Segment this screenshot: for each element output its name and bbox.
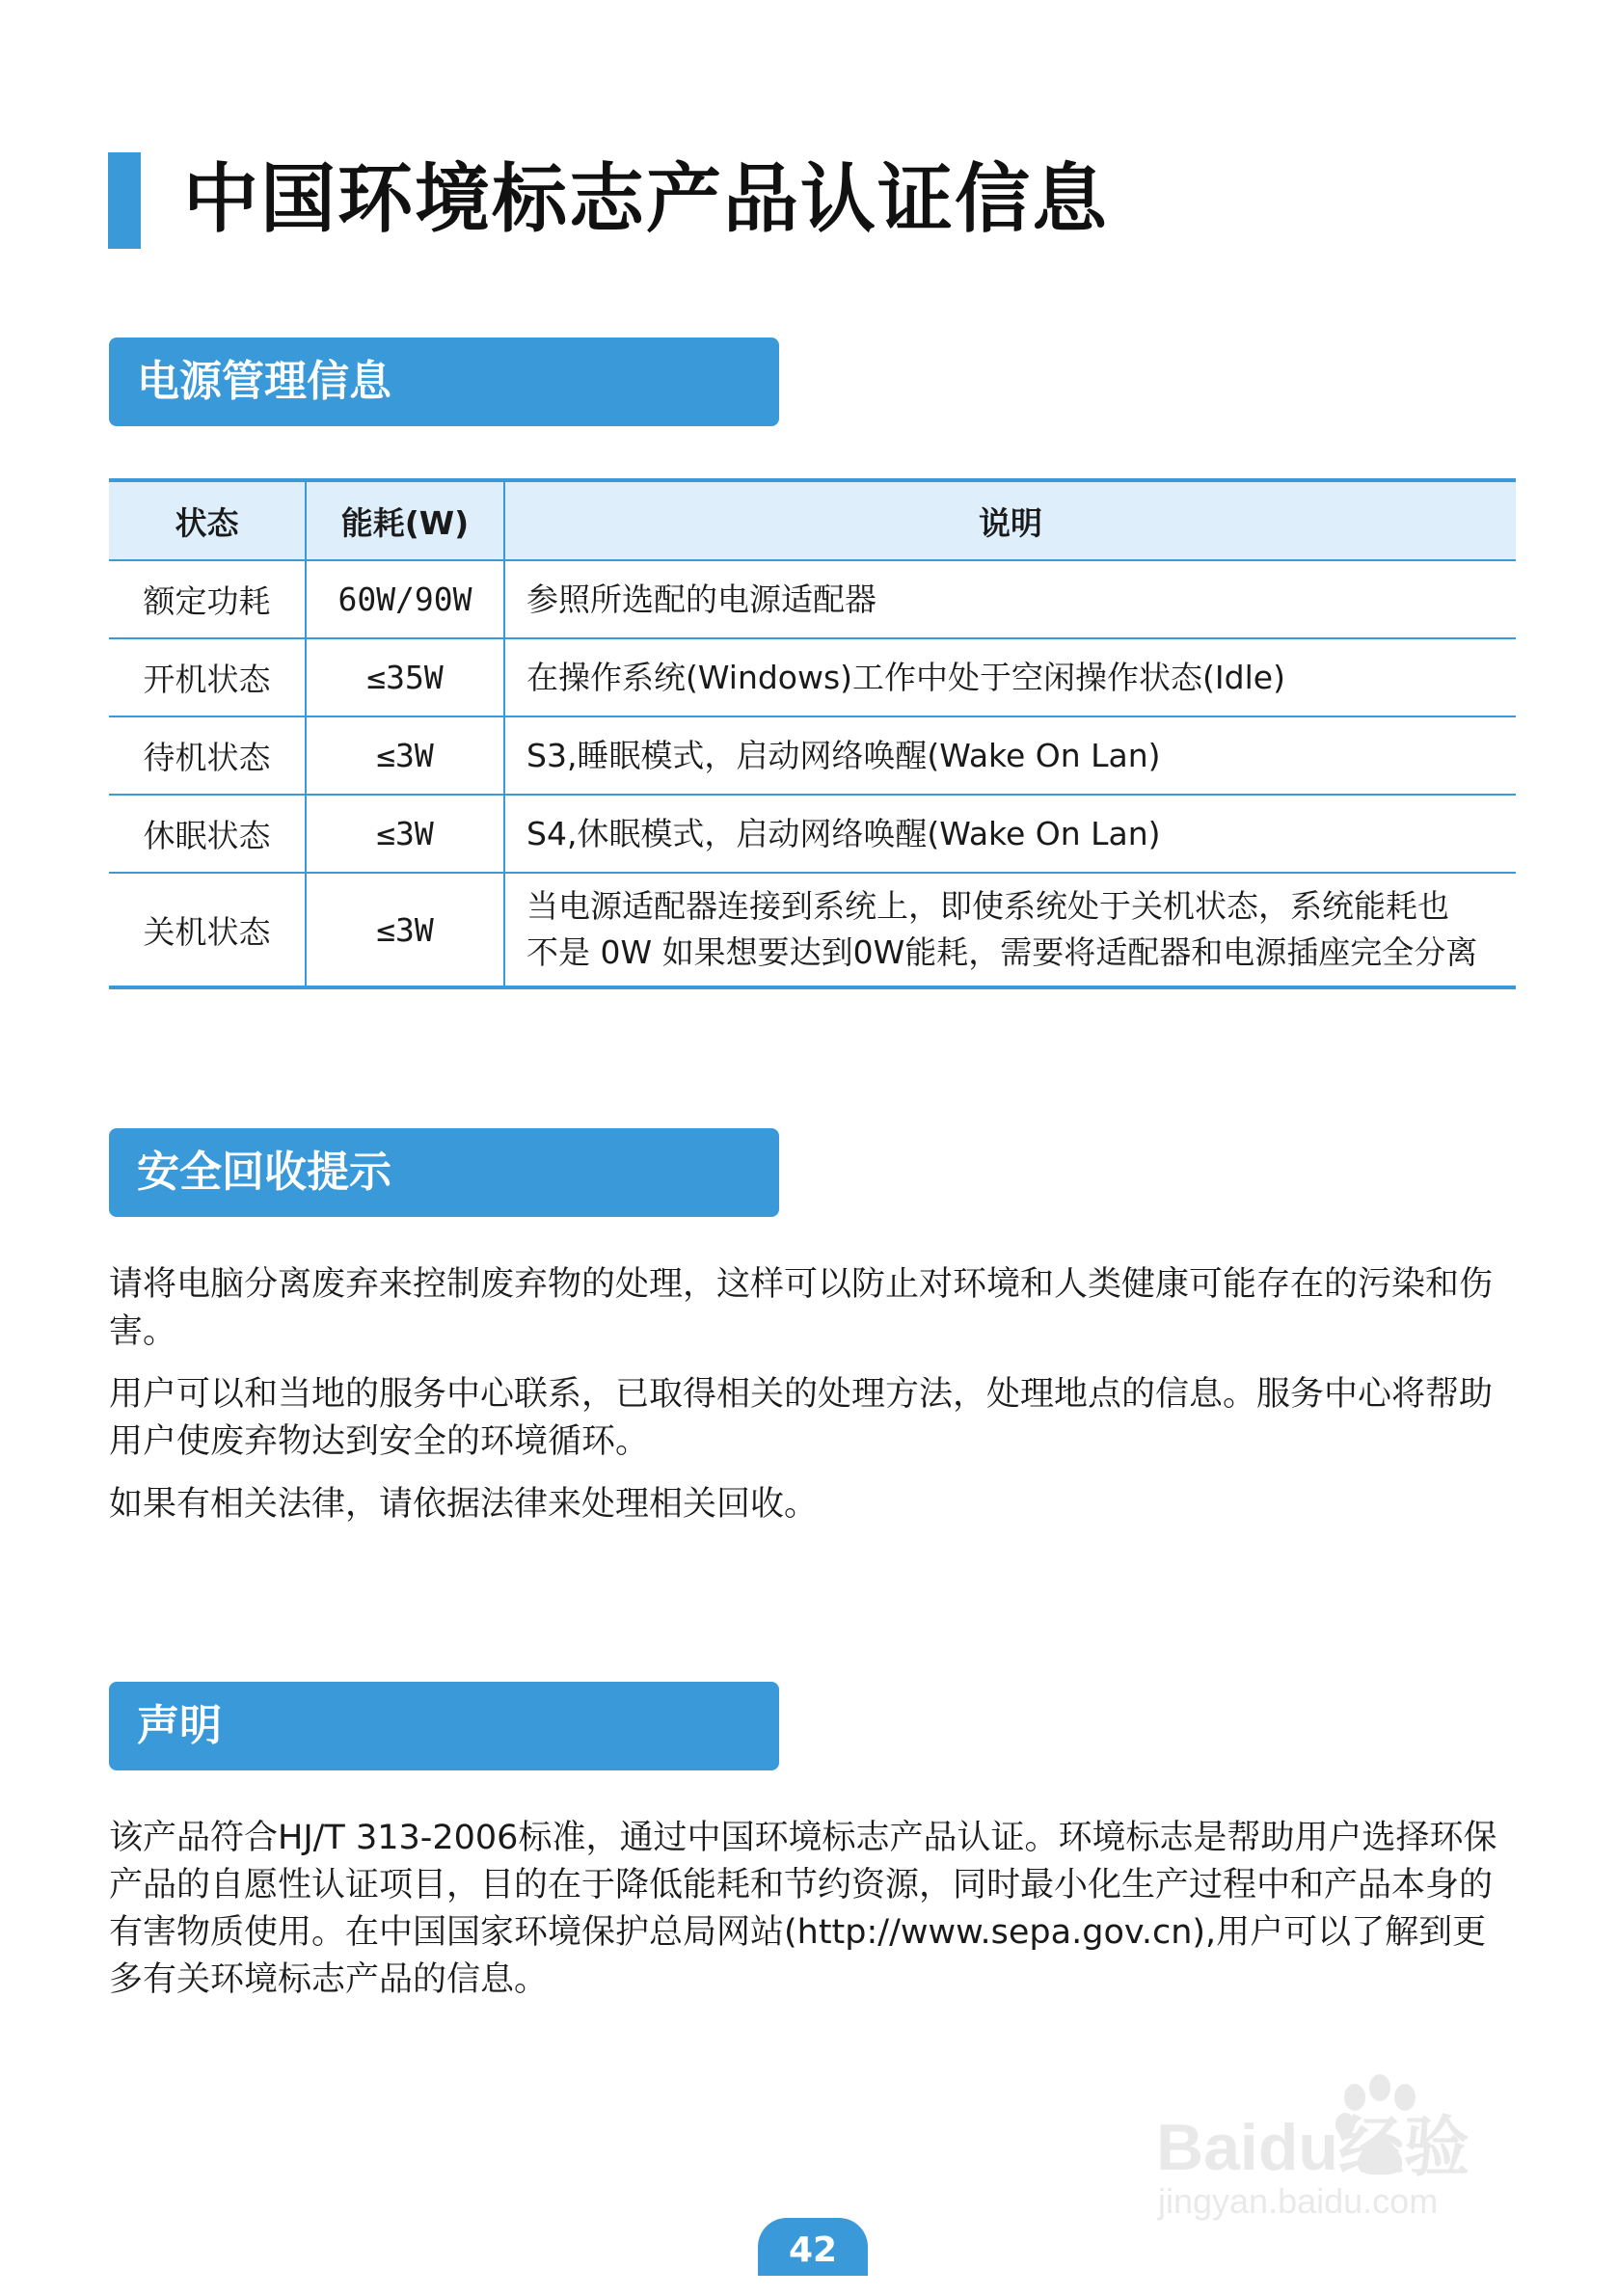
cell-power: ≤3W xyxy=(306,873,504,987)
cell-state: 休眠状态 xyxy=(109,795,306,873)
power-table xyxy=(109,478,1516,989)
header-desc: 说明 xyxy=(504,480,1516,560)
cell-desc: S3,睡眠模式，启动网络唤醒(Wake On Lan) xyxy=(504,716,1516,795)
table-row xyxy=(109,873,1516,987)
statement-paragraph: 该产品符合HJ/T 313-2006标准，通过中国环境标志产品认证。环境标志是帮助用户选择环保产品的自愿性认证项目，目的在于降低能耗和节约资源，同时最小化生产过程中和产品本身的有害物质使用。在中国国家环境保护总局网站(http://www.sepa.gov.cn),用户可以了解到更多有关环境标志产品的信息。 xyxy=(109,1819,1497,1999)
header-state: 状态 xyxy=(109,480,306,560)
cell-state: 待机状态 xyxy=(109,716,306,795)
cell-state: 开机状态 xyxy=(109,638,306,716)
table-row xyxy=(109,638,1516,716)
header-power: 能耗(W) xyxy=(306,480,504,560)
cell-power: ≤3W xyxy=(306,716,504,795)
page-title: 中国环境标志产品认证信息 xyxy=(183,156,1110,243)
cell-state: 关机状态 xyxy=(109,873,306,987)
section-header-recycle: 安全回收提示 xyxy=(109,1128,779,1217)
watermark-brand: Baidu经验 xyxy=(1156,2111,1470,2184)
recycle-paragraph: 如果有相关法律，请依据法律来处理相关回收。 xyxy=(109,1485,819,1524)
watermark-url: jingyan.baidu.com xyxy=(1158,2181,1439,2221)
section-header-statement: 声明 xyxy=(109,1682,779,1770)
title-accent-bar xyxy=(108,152,141,249)
cell-desc-line: 当电源适配器连接到系统上，即使系统处于关机状态，系统能耗也 xyxy=(526,887,1449,925)
cell-state: 额定功耗 xyxy=(109,560,306,638)
cell-desc-line: 不是 0W 如果想要达到0W能耗，需要将适配器和电源插座完全分离 xyxy=(526,933,1478,971)
table-header-row xyxy=(109,480,1516,560)
section-header-power: 电源管理信息 xyxy=(109,338,779,426)
cell-desc: S4,休眠模式，启动网络唤醒(Wake On Lan) xyxy=(504,795,1516,873)
table-row xyxy=(109,716,1516,795)
cell-desc: 在操作系统(Windows)工作中处于空闲操作状态(Idle) xyxy=(504,638,1516,716)
table-row xyxy=(109,560,1516,638)
table-row xyxy=(109,795,1516,873)
cell-desc: 参照所选配的电源适配器 xyxy=(504,560,1516,638)
cell-power: ≤35W xyxy=(306,638,504,716)
recycle-paragraph: 请将电脑分离废弃来控制废弃物的处理，这样可以防止对环境和人类健康可能存在的污染和伤害。 xyxy=(109,1265,1494,1351)
page-number: 42 xyxy=(758,2218,868,2276)
cell-desc xyxy=(504,873,1516,987)
recycle-paragraph: 用户可以和当地的服务中心联系，已取得相关的处理方法，处理地点的信息。服务中心将帮助用户使废弃物达到安全的环境循环。 xyxy=(109,1375,1494,1461)
cell-power: ≤3W xyxy=(306,795,504,873)
cell-power: 60W/90W xyxy=(306,560,504,638)
baidu-watermark-logo xyxy=(1152,2068,1538,2223)
